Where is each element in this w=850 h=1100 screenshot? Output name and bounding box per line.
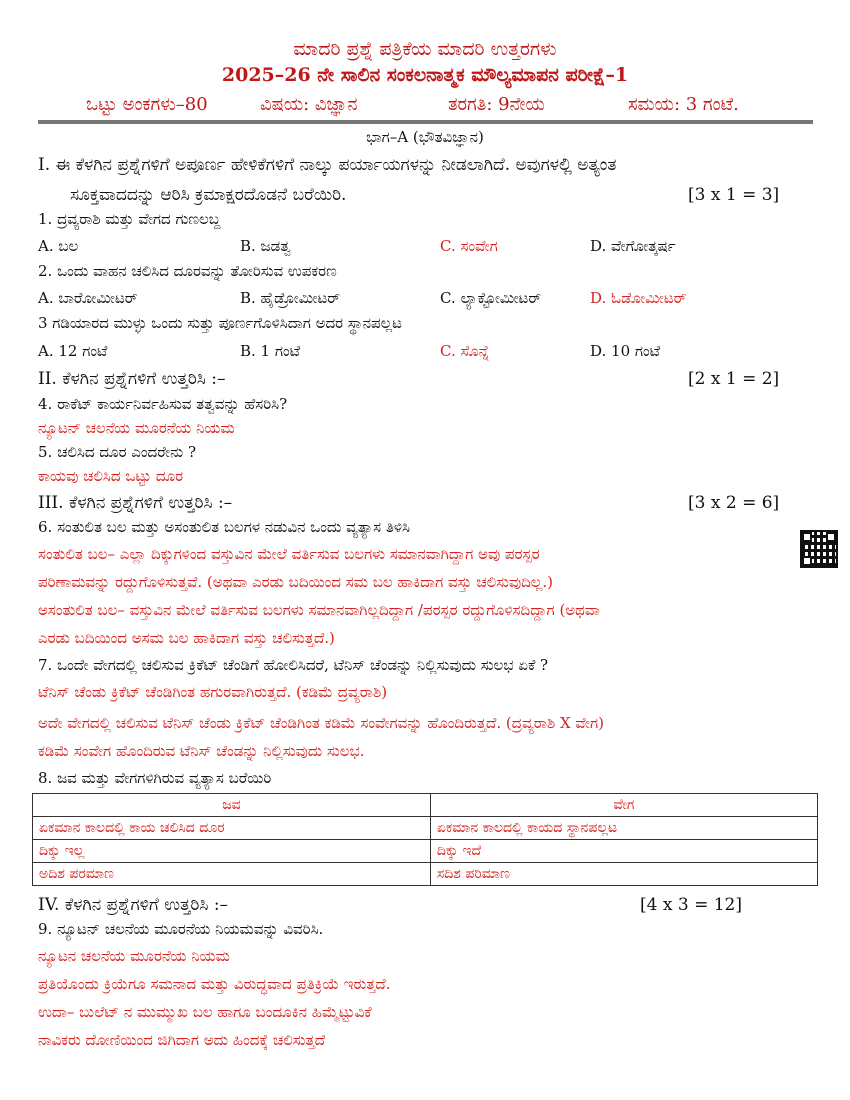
answer-9-line1: ನ್ಯೂಟನ ಚಲನೆಯ ಮೂರನೆಯ ನಿಯಮ [38,947,230,965]
part-title: ಭಾಗ–A (ಭೌತವಿಜ್ಞಾನ) [366,128,484,146]
answer-6-line2: ಪರಿಣಾಮವನ್ನು ರದ್ದುಗೊಳಿಸುತ್ತವೆ. (ಅಥವಾ ಎರಡು ಬದಿಯಿಂದ ಸಮ ಬಲ ಹಾಕಿದಾಗ ವಸ್ತು ಚಲಿಸುವುದಿಲ್ಲ.) [38,573,553,591]
qr-code-icon[interactable] [800,530,838,568]
section4-marks: [4 x 3 = 12] [640,895,742,915]
question-3: 3 ಗಡಿಯಾರದ ಮುಳ್ಳು ಒಂದು ಸುತ್ತು ಪೂರ್ಣಗೊಳಿಸಿದಾಗ ಅದರ ಸ್ಥಾನಪಲ್ಲಟ [38,314,402,332]
table-header-speed: ಜವ [33,794,431,817]
answer-5: ಕಾಯವು ಚಲಿಸಿದ ಒಟ್ಟು ದೂರ [38,467,184,485]
table-row [33,840,818,863]
section2-marks: [2 x 1 = 2] [688,369,780,389]
section4-instruction: IV. ಕೆಳಗಿನ ಪ್ರಶ್ನೆಗಳಿಗೆ ಉತ್ತರಿಸಿ :– [38,895,229,915]
answer-6-line3: ಅಸಂತುಲಿತ ಬಲ– ವಸ್ತುವಿನ ಮೇಲೆ ವರ್ತಿಸುವ ಬಲಗಳು ಸಮಾನವಾಗಿಲ್ಲದಿದ್ದಾಗ /ಪರಸ್ಪರ ರದ್ದುಗೊಳಿಸದಿದ್ದಾಗ (ಅಥವಾ [38,601,600,619]
q2-option-a: A. ಬಾರೋಮೀಟರ್ [38,289,138,307]
total-marks: ಒಟ್ಟು ಅಂಕಗಳು–80 [86,94,208,115]
table-row [33,817,818,840]
q3-option-a: A. 12 ಗಂಟೆ [38,342,108,360]
table-cell: ಏಕಮಾನ ಕಾಲದಲ್ಲಿ ಕಾಯದ ಸ್ಥಾನಪಲ್ಲಟ [430,817,817,840]
header-subtitle: 2025–26 ನೇ ಸಾಲಿನ ಸಂಕಲನಾತ್ಮಕ ಮೌಲ್ಯಮಾಪನ ಪರೀಕ್ಷೆ–1 [221,64,629,86]
answer-9-line2: ಪ್ರತಿಯೊಂದು ಕ್ರಿಯೆಗೂ ಸಮನಾದ ಮತ್ತು ವಿರುದ್ಧವಾದ ಪ್ರತಿಕ್ರಿಯೆ ಇರುತ್ತದೆ. [38,975,391,993]
qr-finder [802,556,812,566]
section2-instruction: II. ಕೆಳಗಿನ ಪ್ರಶ್ನೆಗಳಿಗೆ ಉತ್ತರಿಸಿ :– [38,369,226,389]
answer-7-line2: ಅದೇ ವೇಗದಲ್ಲಿ ಚಲಿಸುವ ಟೆನಿಸ್ ಚೆಂಡು ಕ್ರಿಕೆಟ್ ಚೆಂಡಿಗಿಂತ ಕಡಿಮೆ ಸಂವೇಗವನ್ನು ಹೊಂದಿರುತ್ತದೆ. (ದ್ರವ್ಯರಾಶಿ X ವೇಗ) [38,714,604,732]
header-title: ಮಾದರಿ ಪ್ರಶ್ನೆ ಪತ್ರಿಕೆಯ ಮಾದರಿ ಉತ್ತರಗಳು [293,38,557,60]
exam-time: ಸಮಯ: 3 ಗಂಟೆ. [628,94,739,115]
speed-velocity-table [32,793,818,886]
q1-option-b: B. ಜಡತ್ವ [240,237,291,255]
table-row [33,863,818,886]
q3-option-d: D. 10 ಗಂಟೆ [590,342,661,360]
table-header-row [33,794,818,817]
section3-marks: [3 x 2 = 6] [688,493,780,513]
qr-finder [802,532,812,542]
question-7: 7. ಒಂದೇ ವೇಗದಲ್ಲಿ ಚಲಿಸುವ ಕ್ರಿಕೆಟ್ ಚೆಂಡಿಗೆ ಹೋಲಿಸಿದರೆ, ಟೆನಿಸ್ ಚೆಂಡನ್ನು ನಿಲ್ಲಿಸುವುದು ಸುಲಭ ಏಕೆ ? [38,656,549,674]
question-4: 4. ರಾಕೆಟ್ ಕಾರ್ಯನಿರ್ವಹಿಸುವ ತತ್ವವನ್ನು ಹೆಸರಿಸಿ? [38,395,288,413]
section3-instruction: III. ಕೆಳಗಿನ ಪ್ರಶ್ನೆಗಳಿಗೆ ಉತ್ತರಿಸಿ :– [38,493,233,513]
table-cell: ಅದಿಶ ಪರಮಾಣ [33,863,431,886]
section1-instruction-line1: I. ಈ ಕೆಳಗಿನ ಪ್ರಶ್ನೆಗಳಿಗೆ ಅಪೂರ್ಣ ಹೇಳಿಕೆಗಳಿಗೆ ನಾಲ್ಕು ಪರ್ಯಾಯಗಳನ್ನು ನೀಡಲಾಗಿದೆ. ಅವುಗಳಲ್ಲಿ ಅತ್ಯಂತ [38,155,617,175]
header-rule [38,120,813,124]
q2-option-c: C. ಲ್ಯಾಕ್ಟೋಮೀಟರ್ [440,289,542,307]
q1-option-a: A. ಬಲ [38,237,79,255]
subject: ವಿಷಯ: ವಿಜ್ಞಾನ [260,94,358,115]
answer-6-line1: ಸಂತುಲಿತ ಬಲ– ಎಲ್ಲಾ ದಿಕ್ಕುಗಳಿಂದ ವಸ್ತುವಿನ ಮೇಲೆ ವರ್ತಿಸುವ ಬಲಗಳು ಸಮಾನವಾಗಿದ್ದಾಗ ಅವು ಪರಸ್ಪರ [38,545,540,563]
qr-finder [826,532,836,542]
q2-option-b: B. ಹೈಡ್ರೋಮೀಟರ್ [240,289,341,307]
q3-option-b: B. 1 ಗಂಟೆ [240,342,301,360]
table-cell: ದಿಕ್ಕು ಇದೆ [430,840,817,863]
question-8: 8. ಜವ ಮತ್ತು ವೇಗಗಳಿಗಿರುವ ವ್ಯತ್ಯಾಸ ಬರೆಯಿರಿ [38,769,272,787]
answer-4: ನ್ಯೂಟನ್ ಚಲನೆಯ ಮೂರನೆಯ ನಿಯಮ [38,419,235,437]
q1-option-d: D. ವೇಗೋತ್ಕರ್ಷ [590,237,676,255]
question-1: 1. ದ್ರವ್ಯರಾಶಿ ಮತ್ತು ವೇಗದ ಗುಣಲಬ್ದ [38,210,221,228]
answer-7-line3: ಕಡಿಮೆ ಸಂವೇಗ ಹೊಂದಿರುವ ಟೆನಿಸ್ ಚೆಂಡನ್ನು ನಿಲ್ಲಿಸುವುದು ಸುಲಭ. [38,742,365,760]
question-9: 9. ನ್ಯೂಟನ್ ಚಲನೆಯ ಮೂರನೆಯ ನಿಯಮವನ್ನು ವಿವರಿಸಿ. [38,920,324,938]
question-2: 2. ಒಂದು ವಾಹನ ಚಲಿಸಿದ ದೂರವನ್ನು ತೋರಿಸುವ ಉಪಕರಣ [38,262,337,280]
table-cell: ಏಕಮಾನ ಕಾಲದಲ್ಲಿ ಕಾಯ ಚಲಿಸಿದ ದೂರ [33,817,431,840]
table-cell: ಸದಿಶ ಪರಿಮಾಣ [430,863,817,886]
section1-marks: [3 x 1 = 3] [688,185,780,205]
section1-instruction-line2: ಸೂಕ್ತವಾದದನ್ನು ಆರಿಸಿ ಕ್ರಮಾಕ್ಷರದೊಡನೆ ಬರೆಯಿರಿ. [70,185,347,205]
answer-6-line4: ಎರಡು ಬದಿಯಿಂದ ಅಸಮ ಬಲ ಹಾಕಿದಾಗ ವಸ್ತು ಚಲಿಸುತ್ತದೆ.) [38,629,335,647]
q2-option-d-answer: D. ಓಡೋಮೀಟರ್ [590,289,687,307]
q3-option-c-answer: C. ಸೊನ್ನೆ [440,342,490,360]
table-header-velocity: ವೇಗ [430,794,817,817]
answer-9-line4: ನಾವಿಕರು ದೋಣಿಯಿಂದ ಜಿಗಿದಾಗ ಅದು ಹಿಂದಕ್ಕೆ ಚಲಿಸುತ್ತದೆ [38,1031,326,1049]
question-6: 6. ಸಂತುಲಿತ ಬಲ ಮತ್ತು ಅಸಂತುಲಿತ ಬಲಗಳ ನಡುವಿನ ಒಂದು ವ್ಯತ್ಯಾಸ ತಿಳಿಸಿ [38,518,410,536]
q1-option-c-answer: C. ಸಂವೇಗ [440,237,498,255]
class: ತರಗತಿ: 9ನೇಯ [448,94,545,115]
answer-9-line3: ಉದಾ– ಬುಲೆಟ್ ನ ಮುಮ್ಮುಖ ಬಲ ಹಾಗೂ ಬಂದೂಕಿನ ಹಿಮ್ಮೆಟ್ಟುವಿಕೆ [38,1003,372,1021]
question-5: 5. ಚಲಿಸಿದ ದೂರ ಎಂದರೇನು ? [38,443,197,461]
table-cell: ದಿಕ್ಕು ಇಲ್ಲ [33,840,431,863]
answer-7-line1: ಟೆನಿಸ್ ಚೆಂಡು ಕ್ರಿಕೆಟ್ ಚೆಂಡಿಗಿಂತ ಹಗುರವಾಗಿರುತ್ತದೆ. (ಕಡಿಮೆ ದ್ರವ್ಯರಾಶಿ) [38,683,388,701]
